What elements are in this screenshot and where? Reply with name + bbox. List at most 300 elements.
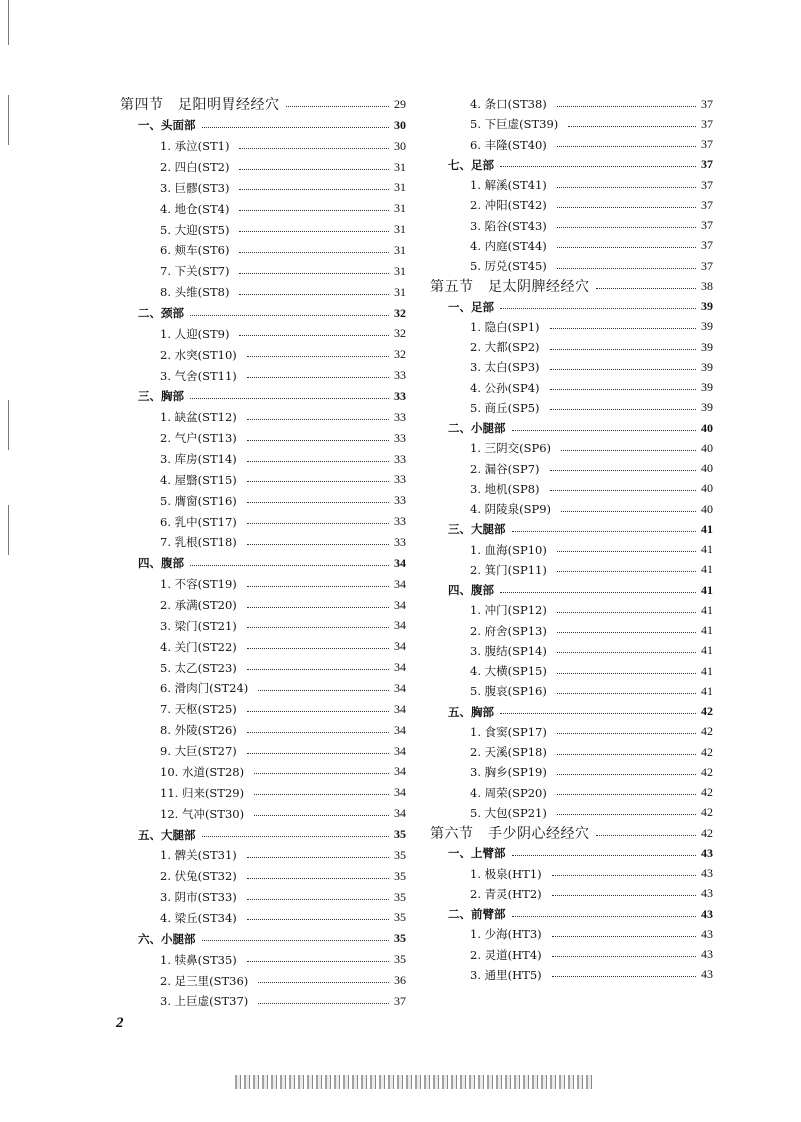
toc-entry-page: 33 — [394, 368, 406, 383]
toc-entry-page: 39 — [701, 319, 713, 334]
toc-entry-label: 1. 少海(HT3) — [470, 927, 542, 942]
toc-entry-page: 37 — [701, 116, 713, 131]
toc-entry-item — [430, 884, 713, 904]
toc-entry-page: 40 — [701, 440, 713, 455]
toc-entry-page: 42 — [701, 785, 713, 800]
toc-entry-item — [430, 175, 713, 195]
toc-entry-page: 34 — [394, 660, 406, 675]
toc-entry-item — [430, 681, 713, 701]
dot-leader — [557, 632, 696, 633]
toc-entry-label: 3. 梁门(ST21) — [160, 618, 237, 633]
toc-entry-label: 三、大腿部 — [448, 522, 506, 537]
dot-leader — [202, 127, 390, 128]
toc-entry-label: 五、大腿部 — [138, 827, 196, 842]
toc-entry-item — [120, 887, 406, 908]
toc-entry-item — [120, 261, 406, 282]
toc-entry-label: 8. 外陵(ST26) — [160, 723, 237, 738]
toc-entry-item — [120, 845, 406, 866]
toc-entry-page: 34 — [394, 806, 406, 821]
toc-entry-page: 35 — [394, 889, 406, 904]
toc-entry-page: 42 — [701, 724, 713, 739]
toc-entry-label: 4. 条口(ST38) — [470, 97, 547, 112]
toc-entry-item — [120, 490, 406, 511]
toc-entry-page: 37 — [701, 96, 713, 111]
toc-entry-label: 5. 膺窗(ST16) — [160, 493, 237, 508]
toc-entry-label: 3. 气舍(ST11) — [160, 368, 237, 383]
toc-entry-label: 1. 三阴交(SP6) — [470, 441, 552, 456]
toc-entry-page: 42 — [701, 744, 713, 759]
toc-entry-label: 1. 血海(SP10) — [470, 542, 547, 557]
dot-leader — [247, 899, 389, 900]
toc-entry-page: 40 — [701, 420, 713, 435]
dot-leader — [568, 126, 696, 127]
toc-entry-label: 1. 人迎(ST9) — [160, 326, 230, 341]
toc-entry-item — [120, 762, 406, 783]
dot-leader — [247, 857, 389, 858]
toc-entry-page: 36 — [394, 973, 406, 988]
toc-entry-page: 34 — [394, 639, 406, 654]
toc-entry-page: 38 — [701, 278, 713, 293]
dot-leader — [552, 976, 696, 977]
toc-entry-label: 6. 滑肉门(ST24) — [160, 681, 249, 696]
toc-entry-page: 35 — [394, 952, 406, 967]
toc-entry-item — [430, 621, 713, 641]
toc-entry-part — [430, 702, 713, 722]
toc-entry-item — [120, 219, 406, 240]
toc-entry-item — [120, 741, 406, 762]
dot-leader — [550, 328, 696, 329]
toc-entry-label: 3. 上巨虚(ST37) — [160, 994, 249, 1009]
dot-leader — [247, 356, 389, 357]
dot-leader — [239, 294, 389, 295]
toc-entry-item — [120, 198, 406, 219]
toc-entry-label: 1. 犊鼻(ST35) — [160, 952, 237, 967]
dot-leader — [247, 878, 389, 879]
dot-leader — [247, 523, 389, 524]
dot-leader — [247, 544, 389, 545]
dot-leader — [247, 377, 389, 378]
toc-entry-page: 39 — [701, 299, 713, 314]
toc-entry-label: 2. 伏兔(ST32) — [160, 869, 237, 884]
toc-entry-page: 40 — [701, 461, 713, 476]
dot-leader — [596, 288, 697, 289]
toc-entry-label: 四、腹部 — [138, 556, 184, 571]
dot-leader — [557, 207, 696, 208]
toc-entry-label: 1. 食窦(SP17) — [470, 724, 547, 739]
toc-entry-page: 41 — [701, 521, 713, 536]
toc-entry-label: 8. 头维(ST8) — [160, 285, 230, 300]
toc-entry-page: 35 — [394, 910, 406, 925]
toc-entry-label: 一、头面部 — [138, 118, 196, 133]
toc-entry-item — [430, 965, 713, 985]
toc-entry-item — [430, 337, 713, 357]
dot-leader — [550, 349, 696, 350]
dot-leader — [557, 106, 696, 107]
toc-entry-item — [120, 991, 406, 1012]
toc-entry-part — [120, 824, 406, 845]
toc-entry-label: 4. 屋翳(ST15) — [160, 472, 237, 487]
toc-entry-page: 39 — [701, 339, 713, 354]
toc-entry-page: 33 — [394, 430, 406, 445]
dot-leader — [500, 592, 696, 593]
toc-entry-item — [120, 449, 406, 470]
dot-leader — [552, 875, 696, 876]
scan-artifact — [235, 1075, 595, 1089]
toc-entry-page: 32 — [394, 326, 406, 341]
toc-entry-page: 29 — [394, 96, 406, 111]
dot-leader — [557, 268, 696, 269]
toc-entry-label: 6. 颊车(ST6) — [160, 243, 230, 258]
toc-entry-label: 9. 大巨(ST27) — [160, 744, 237, 759]
toc-entry-page: 31 — [394, 222, 406, 237]
toc-entry-item — [430, 945, 713, 965]
toc-entry-label: 7. 乳根(ST18) — [160, 535, 237, 550]
toc-entry-page: 43 — [701, 845, 713, 860]
toc-entry-page: 41 — [701, 643, 713, 658]
toc-entry-label: 1. 极泉(HT1) — [470, 866, 542, 881]
toc-entry-item — [120, 323, 406, 344]
toc-entry-item — [430, 256, 713, 276]
toc-entry-label: 2. 承满(ST20) — [160, 598, 237, 613]
toc-entry-page: 43 — [701, 967, 713, 982]
dot-leader — [500, 713, 696, 714]
toc-entry-part — [120, 386, 406, 407]
toc-entry-item — [120, 720, 406, 741]
toc-entry-item — [120, 699, 406, 720]
dot-leader — [550, 490, 696, 491]
toc-entry-label: 五、胸部 — [448, 704, 494, 719]
toc-entry-page: 31 — [394, 284, 406, 299]
toc-entry-page: 33 — [394, 534, 406, 549]
toc-entry-item — [120, 949, 406, 970]
toc-entry-page: 34 — [394, 743, 406, 758]
dot-leader — [247, 711, 389, 712]
toc-entry-item — [430, 357, 713, 377]
toc-entry-item — [430, 236, 713, 256]
toc-entry-page: 37 — [701, 218, 713, 233]
toc-entry-label: 四、腹部 — [448, 583, 494, 598]
dot-leader — [247, 669, 389, 670]
toc-entry-label: 5. 腹哀(SP16) — [470, 684, 547, 699]
toc-entry-part — [430, 297, 713, 317]
toc-entry-label: 1. 解溪(ST41) — [470, 178, 547, 193]
toc-entry-label: 2. 四白(ST2) — [160, 160, 230, 174]
toc-entry-label: 2. 冲阳(ST42) — [470, 198, 547, 213]
toc-entry-label: 1. 缺盆(ST12) — [160, 410, 237, 425]
toc-entry-item — [120, 574, 406, 595]
dot-leader — [247, 440, 389, 441]
toc-entry-page: 42 — [701, 704, 713, 719]
toc-entry-label: 5. 太乙(ST23) — [160, 660, 237, 675]
toc-entry-label: 7. 下关(ST7) — [160, 264, 230, 279]
dot-leader — [190, 565, 389, 566]
dot-leader — [247, 732, 389, 733]
toc-entry-page: 34 — [394, 764, 406, 779]
toc-entry-label: 4. 大横(SP15) — [470, 664, 547, 679]
dot-leader — [247, 753, 389, 754]
toc-entry-page: 42 — [701, 805, 713, 820]
scan-margin-mark — [8, 505, 9, 555]
toc-entry-page: 40 — [701, 501, 713, 516]
toc-entry-item — [430, 378, 713, 398]
toc-entry-page: 34 — [394, 701, 406, 716]
toc-entry-label: 5. 大包(SP21) — [470, 805, 547, 820]
toc-entry-page: 43 — [701, 906, 713, 921]
toc-entry-item — [430, 438, 713, 458]
toc-entry-label: 4. 阴陵泉(SP9) — [470, 502, 552, 517]
toc-entry-item — [120, 407, 406, 428]
toc-entry-part — [120, 303, 406, 324]
toc-entry-part — [120, 928, 406, 949]
dot-leader — [550, 369, 696, 370]
toc-entry-section — [430, 276, 713, 296]
dot-leader — [202, 836, 390, 837]
dot-leader — [557, 247, 696, 248]
toc-entry-label: 5. 商丘(SP5) — [470, 400, 540, 415]
toc-entry-label: 3. 太白(SP3) — [470, 360, 540, 375]
toc-entry-label: 七、足部 — [448, 157, 494, 172]
dot-leader — [239, 189, 389, 190]
dot-leader — [512, 855, 697, 856]
toc-entry-label: 3. 腹结(SP14) — [470, 643, 547, 658]
toc-entry-label: 1. 隐白(SP1) — [470, 319, 540, 334]
toc-entry-part — [120, 115, 406, 136]
dot-leader — [239, 210, 389, 211]
toc-entry-label: 10. 水道(ST28) — [160, 764, 245, 779]
toc-entry-page: 41 — [701, 623, 713, 638]
dot-leader — [190, 315, 389, 316]
dot-leader — [550, 470, 696, 471]
dot-leader — [254, 815, 389, 816]
dot-leader — [239, 335, 389, 336]
dot-leader — [557, 551, 696, 552]
toc-entry-item — [120, 365, 406, 386]
dot-leader — [557, 794, 696, 795]
dot-leader — [557, 612, 696, 613]
dot-leader — [512, 916, 697, 917]
dot-leader — [552, 895, 696, 896]
dot-leader — [286, 106, 390, 107]
toc-entry-page: 33 — [394, 388, 406, 403]
toc-entry-label: 2. 青灵(HT2) — [470, 886, 542, 901]
toc-entry-item — [120, 908, 406, 929]
toc-entry-label: 3. 阴市(ST33) — [160, 890, 237, 905]
toc-entry-label: 六、小腿部 — [138, 931, 196, 946]
toc-entry-page: 37 — [701, 238, 713, 253]
dot-leader — [552, 956, 696, 957]
toc-entry-label: 5. 大迎(ST5) — [160, 222, 230, 237]
toc-entry-page: 33 — [394, 451, 406, 466]
toc-entry-page: 31 — [394, 263, 406, 278]
toc-entry-item — [430, 540, 713, 560]
dot-leader — [239, 169, 389, 170]
dot-leader — [247, 502, 389, 503]
dot-leader — [561, 450, 696, 451]
page-number: 2 — [116, 1015, 124, 1031]
toc-entry-page: 37 — [394, 993, 406, 1008]
toc-entry-item — [120, 803, 406, 824]
toc-entry-item — [430, 600, 713, 620]
dot-leader — [512, 430, 697, 431]
toc-entry-page: 37 — [701, 258, 713, 273]
toc-entry-label: 二、前臂部 — [448, 907, 506, 922]
toc-entry-page: 30 — [394, 117, 406, 132]
toc-entry-label: 2. 足三里(ST36) — [160, 973, 249, 988]
dot-leader — [557, 733, 696, 734]
toc-entry-section — [430, 823, 713, 843]
toc-entry-page: 34 — [394, 597, 406, 612]
toc-entry-label: 第五节 足太阴脾经经穴 — [430, 279, 590, 296]
toc-entry-item — [120, 657, 406, 678]
toc-entry-label: 3. 地机(SP8) — [470, 481, 540, 496]
toc-entry-item — [430, 803, 713, 823]
toc-entry-label: 1. 髀关(ST31) — [160, 848, 237, 863]
scan-margin-mark — [8, 95, 9, 145]
dot-leader — [247, 961, 389, 962]
toc-entry-label: 2. 箕门(SP11) — [470, 562, 547, 577]
toc-entry-page: 31 — [394, 159, 406, 174]
dot-leader — [190, 398, 389, 399]
toc-entry-page: 41 — [701, 582, 713, 597]
toc-entry-item — [430, 135, 713, 155]
toc-entry-item — [430, 762, 713, 782]
toc-entry-page: 31 — [394, 180, 406, 195]
toc-entry-label: 3. 巨髎(ST3) — [160, 180, 230, 195]
toc-entry-page: 35 — [394, 931, 406, 946]
toc-entry-page: 40 — [701, 481, 713, 496]
dot-leader — [254, 773, 389, 774]
toc-entry-item — [430, 864, 713, 884]
toc-entry-label: 第六节 手少阴心经经穴 — [430, 826, 590, 843]
toc-entry-page: 33 — [394, 514, 406, 529]
toc-entry-label: 1. 不容(ST19) — [160, 577, 237, 592]
toc-entry-part — [430, 904, 713, 924]
toc-entry-item — [430, 560, 713, 580]
toc-entry-page: 32 — [394, 305, 406, 320]
toc-column-left — [120, 94, 406, 1012]
toc-entry-page: 31 — [394, 242, 406, 257]
toc-entry-label: 3. 库房(ST14) — [160, 452, 237, 467]
toc-entry-page: 33 — [394, 409, 406, 424]
toc-entry-label: 第四节 足阳明胃经经穴 — [120, 97, 280, 114]
toc-entry-item — [430, 94, 713, 114]
dot-leader — [550, 389, 696, 390]
toc-entry-page: 37 — [701, 197, 713, 212]
dot-leader — [202, 940, 390, 941]
toc-entry-part — [120, 553, 406, 574]
toc-entry-label: 4. 周荣(SP20) — [470, 785, 547, 800]
toc-entry-page: 43 — [701, 947, 713, 962]
toc-entry-item — [120, 240, 406, 261]
toc-entry-item — [120, 782, 406, 803]
toc-entry-item — [430, 499, 713, 519]
toc-entry-page: 37 — [701, 157, 713, 172]
toc-entry-label: 三、胸部 — [138, 389, 184, 404]
dot-leader — [557, 227, 696, 228]
toc-entry-page: 35 — [394, 827, 406, 841]
toc-entry-page: 32 — [394, 347, 406, 362]
toc-entry-page: 34 — [394, 680, 406, 695]
toc-entry-item — [120, 866, 406, 887]
dot-leader — [557, 693, 696, 694]
toc-entry-page: 41 — [701, 683, 713, 698]
toc-entry-label: 2. 漏谷(SP7) — [470, 461, 540, 476]
dot-leader — [500, 308, 696, 309]
toc-entry-page: 43 — [701, 886, 713, 901]
toc-entry-label: 1. 冲门(SP12) — [470, 603, 547, 618]
toc-entry-page: 34 — [394, 785, 406, 800]
toc-entry-page: 34 — [394, 576, 406, 591]
toc-entry-label: 4. 梁丘(ST34) — [160, 910, 237, 925]
toc-entry-label: 4. 内庭(ST44) — [470, 238, 547, 253]
dot-leader — [557, 814, 696, 815]
dot-leader — [596, 835, 697, 836]
toc-entry-label: 4. 地仓(ST4) — [160, 201, 230, 216]
toc-entry-page: 30 — [394, 138, 406, 153]
dot-leader — [247, 919, 389, 920]
toc-entry-part — [430, 843, 713, 863]
toc-entry-label: 1. 承泣(ST1) — [160, 139, 230, 154]
dot-leader — [247, 586, 389, 587]
toc-entry-item — [430, 317, 713, 337]
toc-column-right — [430, 94, 713, 985]
dot-leader — [254, 794, 389, 795]
dot-leader — [561, 511, 696, 512]
dot-leader — [557, 146, 696, 147]
toc-entry-page: 41 — [701, 663, 713, 678]
dot-leader — [247, 461, 389, 462]
toc-entry-page: 43 — [701, 866, 713, 881]
toc-entry-part — [430, 418, 713, 438]
toc-entry-label: 5. 下巨虚(ST39) — [470, 117, 559, 132]
dot-leader — [247, 419, 389, 420]
toc-entry-item — [430, 216, 713, 236]
toc-entry-label: 6. 丰隆(ST40) — [470, 137, 547, 152]
toc-entry-label: 7. 天枢(ST25) — [160, 702, 237, 717]
toc-entry-label: 2. 水突(ST10) — [160, 347, 237, 362]
toc-entry-item — [430, 661, 713, 681]
toc-entry-label: 一、足部 — [448, 299, 494, 314]
toc-entry-item — [120, 469, 406, 490]
dot-leader — [239, 148, 389, 149]
toc-entry-label: 4. 公孙(SP4) — [470, 380, 540, 395]
dot-leader — [247, 481, 389, 482]
toc-entry-label: 2. 灵道(HT4) — [470, 947, 542, 962]
dot-leader — [557, 774, 696, 775]
toc-entry-page: 34 — [394, 555, 406, 570]
dot-leader — [258, 1003, 389, 1004]
dot-leader — [552, 936, 696, 937]
toc-entry-label: 3. 陷谷(ST43) — [470, 218, 547, 233]
dot-leader — [500, 166, 696, 167]
toc-entry-item — [120, 157, 406, 178]
toc-entry-item — [430, 641, 713, 661]
toc-entry-label: 二、颈部 — [138, 306, 184, 321]
toc-entry-page: 33 — [394, 472, 406, 487]
toc-entry-page: 42 — [701, 764, 713, 779]
toc-entry-item — [430, 742, 713, 762]
toc-entry-label: 2. 天溪(SP18) — [470, 745, 547, 760]
toc-entry-item — [430, 479, 713, 499]
toc-entry-item — [120, 636, 406, 657]
dot-leader — [557, 754, 696, 755]
toc-entry-item — [120, 177, 406, 198]
toc-entry-item — [430, 459, 713, 479]
toc-entry-label: 一、上臂部 — [448, 846, 506, 861]
toc-entry-label: 2. 大都(SP2) — [470, 340, 540, 355]
toc-entry-page: 39 — [701, 359, 713, 374]
dot-leader — [247, 648, 389, 649]
